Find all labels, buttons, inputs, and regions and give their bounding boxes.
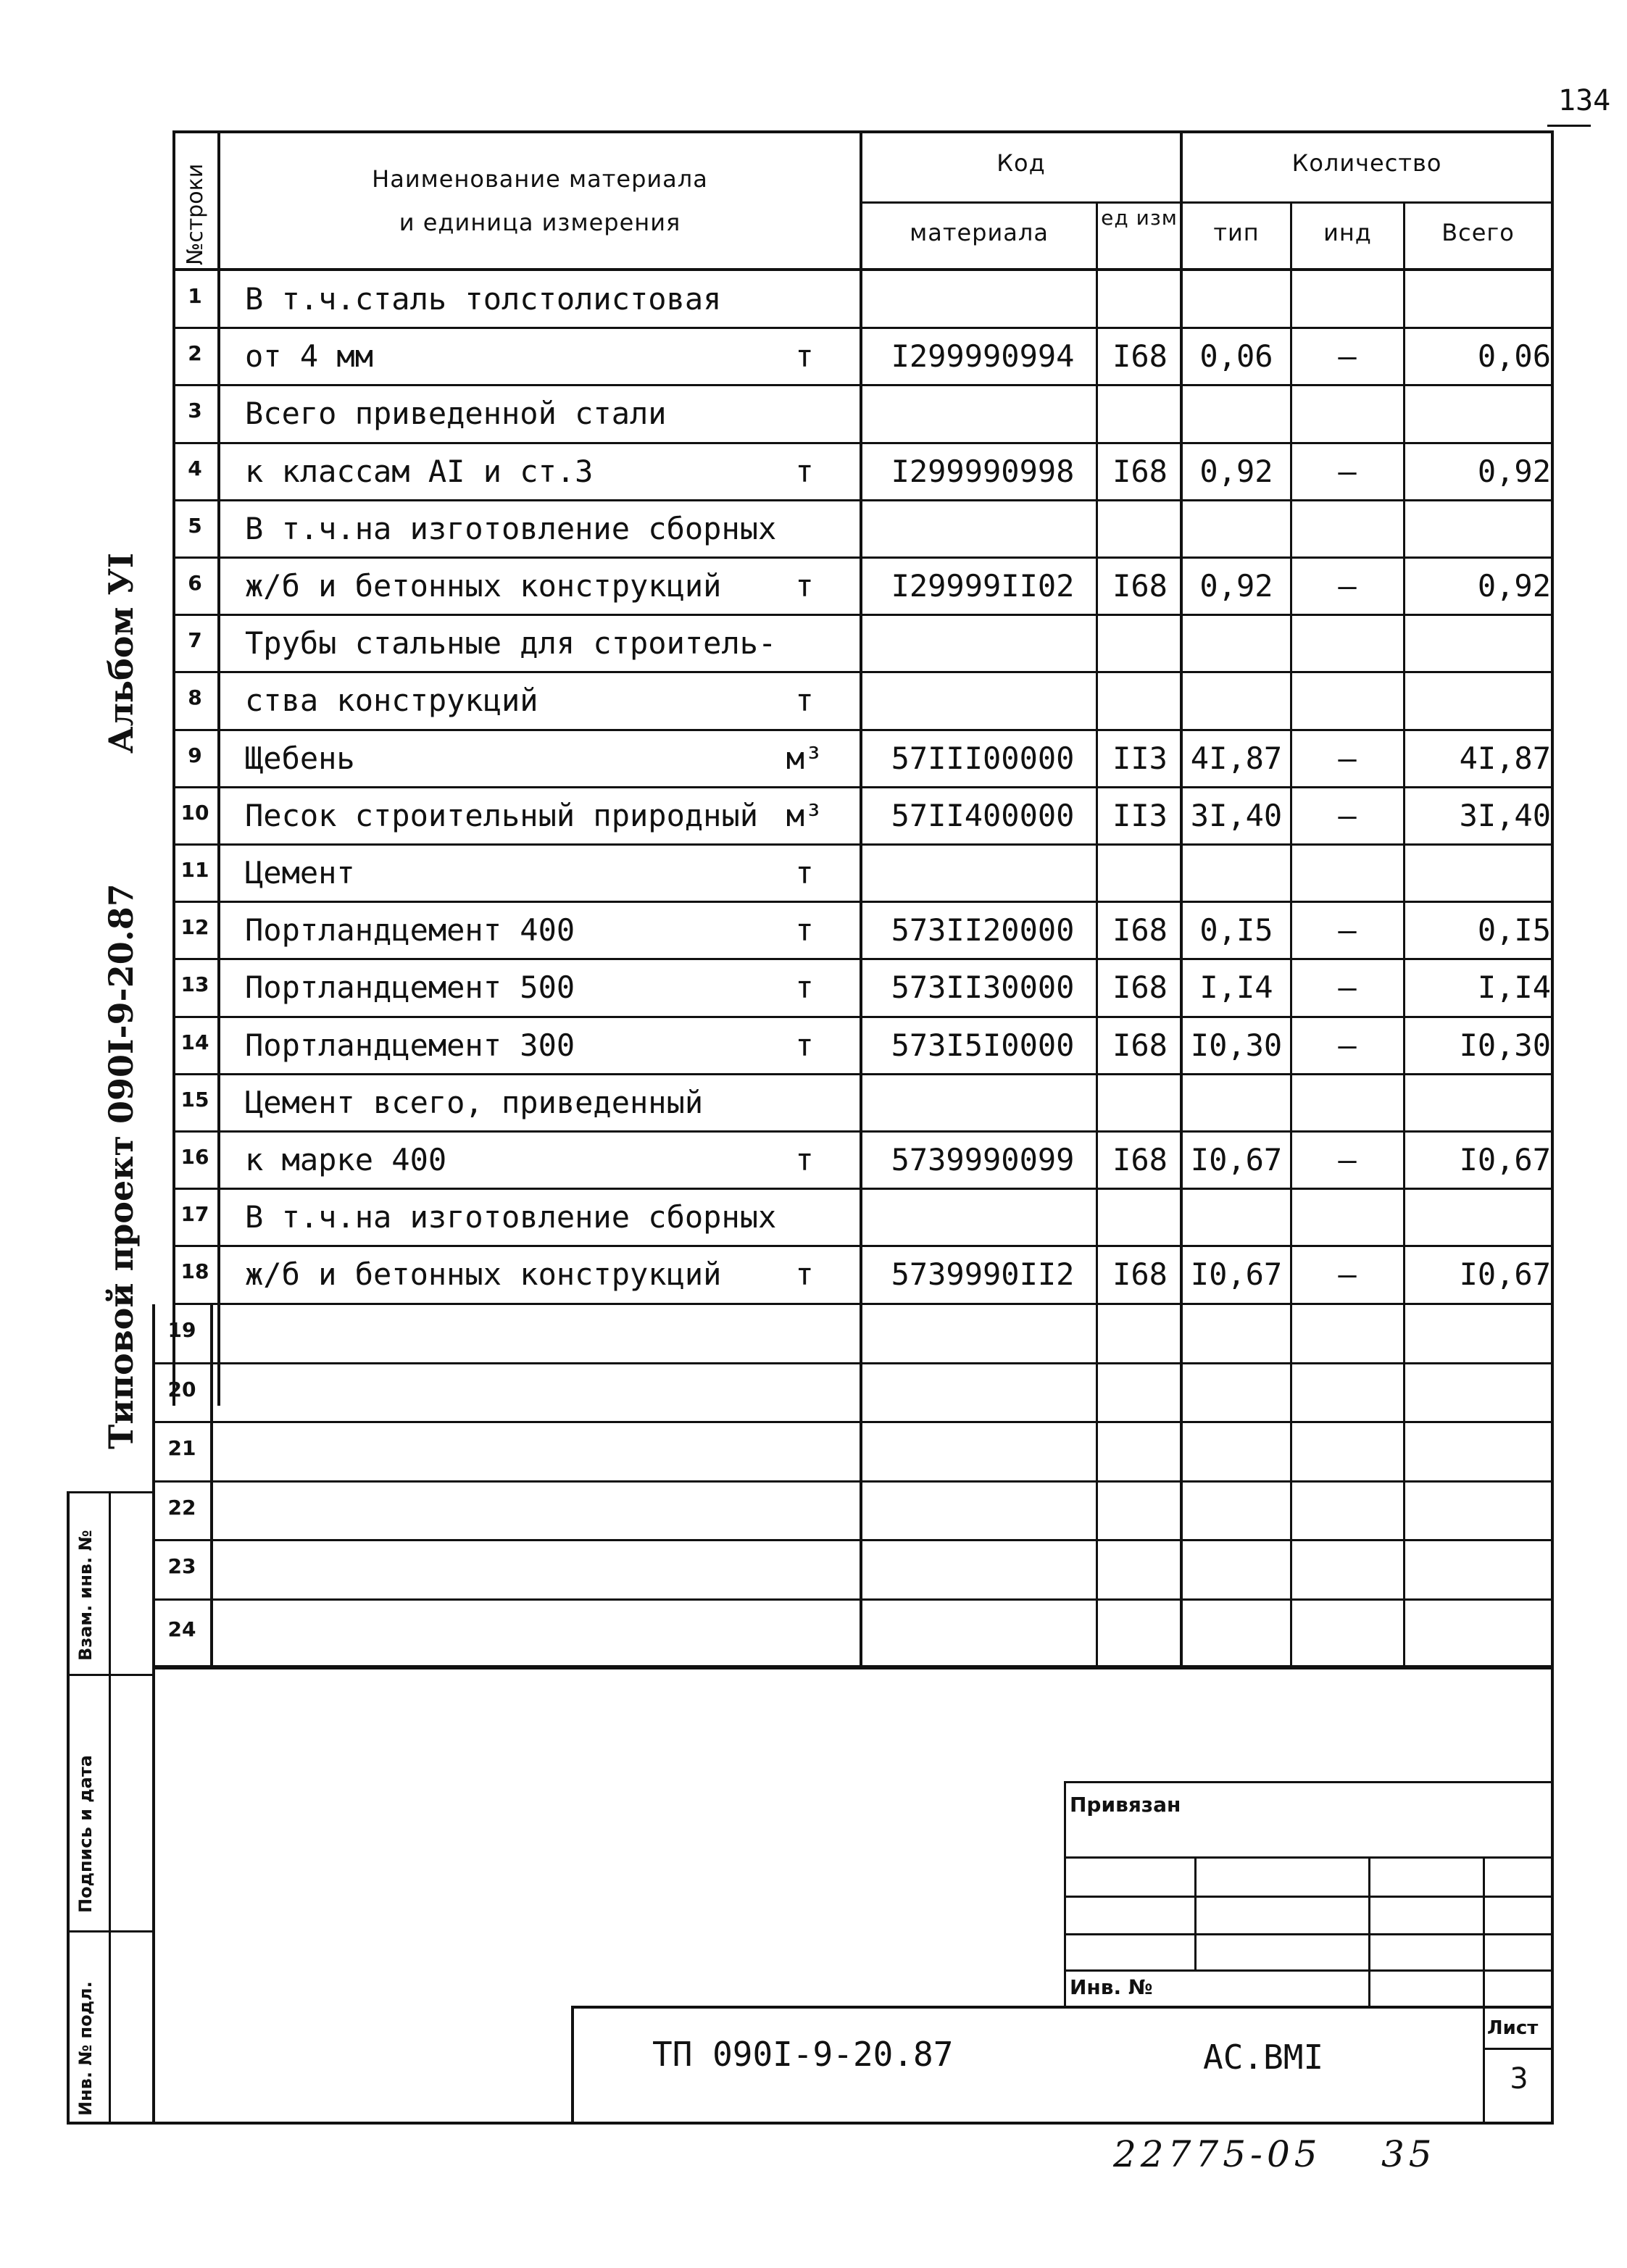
table-row bbox=[0, 1189, 1627, 1246]
header-name-line2: и единица измерения bbox=[399, 209, 681, 236]
footer-order-no: 22775-05 bbox=[1113, 2133, 1322, 2175]
row-name: Всего приведенной стали bbox=[245, 396, 667, 431]
sheet-code: АС.ВМI bbox=[1203, 2038, 1324, 2077]
row-qty-total: 0,92 bbox=[1477, 454, 1551, 489]
row-number: 17 bbox=[180, 1202, 209, 1226]
header-qty-ind: инд bbox=[1323, 219, 1372, 246]
row-unit: т bbox=[795, 454, 814, 489]
row-number: 1 bbox=[188, 284, 202, 308]
row-number: 9 bbox=[188, 743, 202, 767]
header-code-material: материала bbox=[910, 219, 1049, 246]
row-unit: т bbox=[795, 1142, 814, 1177]
table-row bbox=[0, 1541, 1627, 1600]
row-number: 14 bbox=[180, 1030, 209, 1054]
row-qty-ind: – bbox=[1338, 912, 1357, 948]
row-unit: м³ bbox=[786, 798, 823, 833]
row-number: 8 bbox=[188, 685, 202, 709]
row-name: Цемент bbox=[245, 855, 355, 891]
row-name: ства конструкций bbox=[245, 683, 538, 718]
row-qty-total: I0,30 bbox=[1459, 1027, 1551, 1063]
row-qty-ind: – bbox=[1338, 1256, 1357, 1292]
row-qty-total: 0,I5 bbox=[1477, 912, 1551, 948]
row-qty-type: I0,67 bbox=[1190, 1256, 1283, 1292]
table-row bbox=[0, 271, 1627, 328]
row-name: В т.ч.на изготовление сборных bbox=[245, 1199, 777, 1235]
table-row bbox=[0, 1422, 1627, 1482]
row-qty-type: 0,I5 bbox=[1199, 912, 1273, 948]
row-name: В т.ч.сталь толстолистовая bbox=[245, 281, 722, 317]
row-unit: т bbox=[795, 970, 814, 1005]
row-qty-type: 4I,87 bbox=[1190, 741, 1283, 776]
row-qty-type: 0,06 bbox=[1199, 338, 1273, 374]
row-qty-ind: – bbox=[1338, 338, 1357, 374]
row-qty-type: I,I4 bbox=[1199, 970, 1273, 1005]
row-number: 15 bbox=[180, 1088, 209, 1112]
row-name: от 4 мм bbox=[245, 338, 374, 374]
row-number: 21 bbox=[167, 1436, 196, 1460]
row-number: 11 bbox=[180, 858, 209, 882]
table-row bbox=[0, 1132, 1627, 1189]
row-number: 10 bbox=[180, 801, 209, 825]
row-qty-type: I0,30 bbox=[1190, 1027, 1283, 1063]
row-code: 57II400000 bbox=[891, 798, 1075, 833]
row-number: 2 bbox=[188, 341, 202, 365]
list-value: 3 bbox=[1510, 2062, 1528, 2096]
row-qty-type: 0,92 bbox=[1199, 454, 1273, 489]
row-name: Трубы стальные для строитель- bbox=[245, 625, 777, 661]
row-qty-type: 3I,40 bbox=[1190, 798, 1283, 833]
row-unit-code: I68 bbox=[1112, 338, 1168, 374]
row-name: ж/б и бетонных конструкций bbox=[245, 1256, 722, 1292]
header-qty-type: тип bbox=[1213, 219, 1260, 246]
row-qty-type: I0,67 bbox=[1190, 1142, 1283, 1177]
row-number: 7 bbox=[188, 628, 202, 652]
row-unit-code: I68 bbox=[1112, 912, 1168, 948]
table-row bbox=[0, 788, 1627, 845]
row-number: 12 bbox=[180, 915, 209, 939]
row-name: к марке 400 bbox=[245, 1142, 447, 1177]
row-number: 6 bbox=[188, 571, 202, 595]
row-code: I299990998 bbox=[891, 454, 1075, 489]
margin-label-podpis-data: Подпись и дата bbox=[75, 1755, 96, 1913]
margin-strip-left-border bbox=[67, 1491, 70, 2125]
row-unit-code: I68 bbox=[1112, 970, 1168, 1005]
table-row bbox=[0, 501, 1627, 558]
row-qty-ind: – bbox=[1338, 1142, 1357, 1177]
row-name: Щебень bbox=[245, 741, 355, 776]
header-name-line1: Наименование материала bbox=[372, 165, 708, 193]
header-code: Код bbox=[996, 149, 1046, 177]
row-name: Портландцемент 300 bbox=[245, 1027, 575, 1063]
row-qty-ind: – bbox=[1338, 970, 1357, 1005]
table-row bbox=[0, 845, 1627, 902]
row-unit: т bbox=[795, 568, 814, 604]
row-qty-total: 0,92 bbox=[1477, 568, 1551, 604]
header-code-unit: ед изм bbox=[1101, 206, 1178, 230]
row-code: 573II20000 bbox=[891, 912, 1075, 948]
table-row bbox=[0, 615, 1627, 672]
row-qty-ind: – bbox=[1338, 741, 1357, 776]
row-name: В т.ч.на изготовление сборных bbox=[245, 511, 777, 546]
row-unit: т bbox=[795, 338, 814, 374]
row-number: 22 bbox=[167, 1496, 196, 1519]
margin-label-vzam-inv: Взам. инв. № bbox=[75, 1530, 96, 1661]
margin-label-inv-podl: Инв. № подл. bbox=[75, 1981, 96, 2116]
row-unit: м³ bbox=[786, 741, 823, 776]
row-unit: т bbox=[795, 1027, 814, 1063]
row-qty-type: 0,92 bbox=[1199, 568, 1273, 604]
table-row bbox=[0, 1482, 1627, 1541]
row-number: 16 bbox=[180, 1145, 209, 1169]
table-row bbox=[0, 385, 1627, 443]
row-name: Портландцемент 400 bbox=[245, 912, 575, 948]
list-label: Лист bbox=[1487, 2017, 1539, 2039]
row-qty-ind: – bbox=[1338, 798, 1357, 833]
row-number: 3 bbox=[188, 399, 202, 422]
row-name: к классам AI и ст.3 bbox=[245, 454, 594, 489]
page-number: 134 bbox=[1558, 84, 1611, 117]
table-row bbox=[0, 1304, 1627, 1364]
table-row bbox=[0, 730, 1627, 788]
table-row bbox=[0, 443, 1627, 501]
row-number: 5 bbox=[188, 514, 202, 538]
row-qty-total: 3I,40 bbox=[1459, 798, 1551, 833]
footer-page: 35 bbox=[1381, 2133, 1436, 2175]
row-qty-ind: – bbox=[1338, 1027, 1357, 1063]
side-album-label: Альбом УI bbox=[101, 552, 141, 754]
row-qty-total: I0,67 bbox=[1459, 1142, 1551, 1177]
row-unit: т bbox=[795, 683, 814, 718]
row-unit-code: I68 bbox=[1112, 1142, 1168, 1177]
row-unit: т bbox=[795, 855, 814, 891]
stamp-privyazan: Привязан bbox=[1070, 1793, 1181, 1817]
table-row bbox=[0, 558, 1627, 615]
row-number: 24 bbox=[167, 1617, 196, 1641]
row-unit-code: II3 bbox=[1112, 741, 1168, 776]
row-qty-total: I0,67 bbox=[1459, 1256, 1551, 1292]
row-number: 20 bbox=[167, 1377, 196, 1401]
stamp-inv-no: Инв. № bbox=[1070, 1975, 1153, 1999]
doc-code: ТП 090I-9-20.87 bbox=[652, 2035, 954, 2074]
row-name: Песок строительный природный bbox=[245, 798, 759, 833]
row-code: 573I5I0000 bbox=[891, 1027, 1075, 1063]
row-unit-code: II3 bbox=[1112, 798, 1168, 833]
row-code: I29999II02 bbox=[891, 568, 1075, 604]
table-row bbox=[0, 1600, 1627, 1667]
header-qty-total: Всего bbox=[1441, 219, 1515, 246]
row-unit-code: I68 bbox=[1112, 1027, 1168, 1063]
table-row bbox=[0, 672, 1627, 730]
row-qty-total: I,I4 bbox=[1477, 970, 1551, 1005]
row-name: ж/б и бетонных конструкций bbox=[245, 568, 722, 604]
row-number: 23 bbox=[167, 1554, 196, 1578]
row-code: 573II30000 bbox=[891, 970, 1075, 1005]
row-qty-total: 0,06 bbox=[1477, 338, 1551, 374]
table-row bbox=[0, 328, 1627, 385]
row-number: 4 bbox=[188, 456, 202, 480]
row-code: 5739990099 bbox=[891, 1142, 1075, 1177]
row-code: 57III00000 bbox=[891, 741, 1075, 776]
page-number-underline bbox=[1547, 125, 1591, 127]
row-name: Цемент всего, приведенный bbox=[245, 1085, 704, 1120]
table-row bbox=[0, 1075, 1627, 1132]
header-row-no: №строки bbox=[183, 163, 208, 265]
row-unit-code: I68 bbox=[1112, 568, 1168, 604]
row-unit: т bbox=[795, 912, 814, 948]
row-qty-ind: – bbox=[1338, 568, 1357, 604]
row-number: 18 bbox=[180, 1259, 209, 1283]
table-row bbox=[0, 1017, 1627, 1075]
header-quantity: Количество bbox=[1291, 149, 1442, 177]
row-unit-code: I68 bbox=[1112, 1256, 1168, 1292]
table-row bbox=[0, 1246, 1627, 1304]
row-code: I299990994 bbox=[891, 338, 1075, 374]
lower-section-number-border bbox=[210, 1304, 213, 1667]
row-qty-ind: – bbox=[1338, 454, 1357, 489]
table-row bbox=[0, 959, 1627, 1017]
row-number: 19 bbox=[167, 1318, 196, 1342]
row-name: Портландцемент 500 bbox=[245, 970, 575, 1005]
row-number: 13 bbox=[180, 972, 209, 996]
row-unit-code: I68 bbox=[1112, 454, 1168, 489]
row-unit: т bbox=[795, 1256, 814, 1292]
table-row bbox=[0, 902, 1627, 959]
row-qty-total: 4I,87 bbox=[1459, 741, 1551, 776]
side-project-label: Типовой проект 090I-9-20.87 bbox=[101, 883, 141, 1449]
row-code: 5739990II2 bbox=[891, 1256, 1075, 1292]
table-row bbox=[0, 1364, 1627, 1422]
